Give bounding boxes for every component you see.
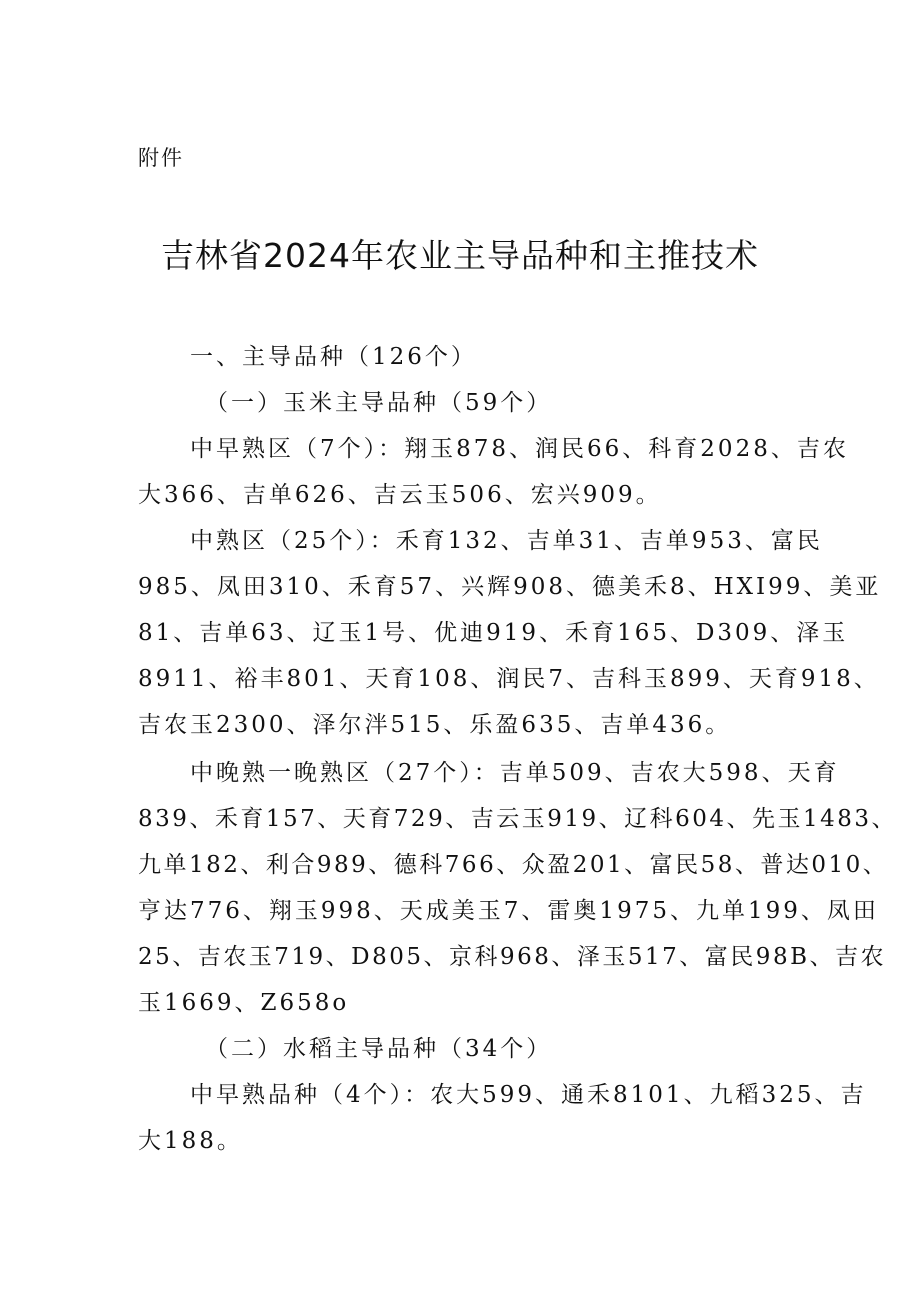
paragraph-line: 25、吉农玉719、D805、京科968、泽玉517、富民98B、吉农 bbox=[138, 944, 886, 970]
paragraph-line: 大188。 bbox=[138, 1128, 243, 1154]
section-heading: 一、主导品种（126个） bbox=[190, 344, 477, 370]
paragraph-line: 九单182、利合989、德科766、众盈201、富民58、普达010、 bbox=[138, 852, 889, 878]
document-title: 吉林省2024年农业主导品种和主推技术 bbox=[161, 236, 759, 275]
subsection-heading: （二）水稻主导品种（34个） bbox=[205, 1036, 553, 1062]
paragraph-line: 81、吉单63、辽玉1号、优迪919、禾育165、D309、泽玉 bbox=[138, 620, 849, 646]
paragraph-line: 吉农玉2300、泽尔泮515、乐盈635、吉单436。 bbox=[138, 712, 732, 738]
paragraph-line: 8911、裕丰801、天育108、润民7、吉科玉899、天育918、 bbox=[138, 666, 880, 692]
paragraph-line: 中晚熟一晚熟区（27个）：吉单509、吉农大598、天育 bbox=[190, 760, 840, 786]
subsection-heading: （一）玉米主导品种（59个） bbox=[205, 390, 553, 416]
paragraph-line: 985、凤田310、禾育57、兴辉908、德美禾8、HXI99、美亚 bbox=[138, 574, 882, 600]
paragraph-line: 中熟区（25个）：禾育132、吉单31、吉单953、富民 bbox=[190, 528, 823, 554]
paragraph-line: 839、禾育157、天育729、吉云玉919、辽科604、先玉1483、 bbox=[138, 806, 898, 832]
paragraph-line: 玉1669、Z658o bbox=[138, 990, 350, 1016]
paragraph-line: 大366、吉单626、吉云玉506、宏兴909。 bbox=[138, 482, 662, 508]
paragraph-line: 中早熟品种（4个）：农大599、通禾8101、九稻325、吉 bbox=[190, 1082, 867, 1108]
paragraph-line: 亨达776、翔玉998、天成美玉7、雷奥1975、九单199、凤田 bbox=[138, 898, 879, 924]
attachment-label: 附件 bbox=[138, 146, 184, 170]
paragraph-line: 中早熟区（7个）：翔玉878、润民66、科育2028、吉农 bbox=[190, 436, 849, 462]
